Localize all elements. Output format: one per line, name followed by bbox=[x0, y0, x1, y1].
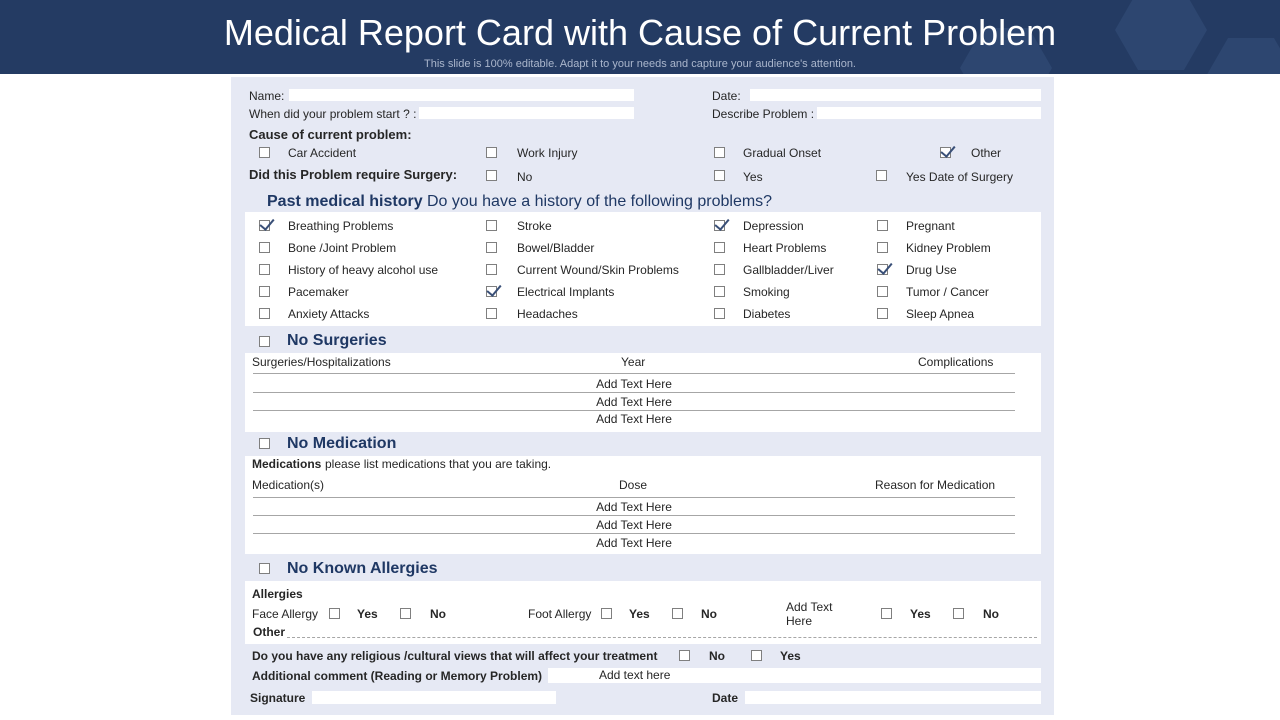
face-allergy-yes-checkbox[interactable] bbox=[329, 608, 340, 619]
foot-allergy-no-label: No bbox=[701, 607, 717, 621]
custom-allergy-no-label: No bbox=[983, 607, 999, 621]
wound-skin-label: Current Wound/Skin Problems bbox=[517, 263, 679, 277]
allergies-title: Allergies bbox=[252, 587, 303, 601]
comment-placeholder: Add text here bbox=[599, 668, 671, 682]
heart-problems-checkbox[interactable] bbox=[714, 242, 725, 253]
bowel-bladder-label: Bowel/Bladder bbox=[517, 241, 595, 255]
allergies-box bbox=[245, 581, 1041, 644]
no-allergies-heading: No Known Allergies bbox=[287, 560, 438, 577]
medication-intro-text: please list medications that you are taking. bbox=[325, 457, 552, 471]
surgeries-col-name: Surgeries/Hospitalizations bbox=[252, 355, 391, 369]
date-label: Date: bbox=[712, 89, 741, 103]
bowel-bladder-checkbox[interactable] bbox=[486, 242, 497, 253]
work-injury-checkbox[interactable] bbox=[486, 147, 497, 158]
medication-row[interactable]: Add Text Here bbox=[596, 518, 672, 532]
anxiety-attacks-checkbox[interactable] bbox=[259, 308, 270, 319]
signature-date-field[interactable] bbox=[745, 691, 1041, 704]
name-label: Name: bbox=[249, 89, 285, 103]
custom-allergy-yes-checkbox[interactable] bbox=[881, 608, 892, 619]
surgeries-col-complications: Complications bbox=[918, 355, 994, 369]
religious-yes-label: Yes bbox=[780, 649, 801, 663]
table-divider bbox=[253, 515, 1015, 516]
slide-header bbox=[0, 0, 1280, 74]
foot-allergy-no-checkbox[interactable] bbox=[672, 608, 683, 619]
other-allergy-label: Other bbox=[253, 625, 286, 639]
foot-allergy-yes-label: Yes bbox=[629, 607, 650, 621]
no-allergies-checkbox[interactable] bbox=[259, 563, 270, 574]
table-divider bbox=[253, 410, 1015, 411]
surgery-yes-label: Yes bbox=[743, 170, 763, 184]
surgeries-col-year: Year bbox=[621, 355, 646, 369]
custom-allergy-yes-label: Yes bbox=[910, 607, 931, 621]
religious-yes-checkbox[interactable] bbox=[751, 650, 762, 661]
no-medication-checkbox[interactable] bbox=[259, 438, 270, 449]
diabetes-checkbox[interactable] bbox=[714, 308, 725, 319]
breathing-problems-checkbox[interactable] bbox=[259, 220, 270, 231]
page-subtitle: This slide is 100% editable. Adapt it to your needs and capture your audience's attention. bbox=[424, 58, 856, 70]
electrical-implants-label: Electrical Implants bbox=[517, 285, 615, 299]
headaches-label: Headaches bbox=[517, 307, 578, 321]
pacemaker-checkbox[interactable] bbox=[259, 286, 270, 297]
breathing-problems-label: Breathing Problems bbox=[288, 219, 394, 233]
surgeries-row[interactable]: Add Text Here bbox=[596, 395, 672, 409]
face-allergy-label: Face Allergy bbox=[252, 607, 319, 621]
name-field[interactable] bbox=[289, 89, 634, 101]
medication-col-name: Medication(s) bbox=[252, 478, 325, 492]
other-checkbox[interactable] bbox=[940, 147, 951, 158]
sleep-apnea-label: Sleep Apnea bbox=[906, 307, 975, 321]
gallbladder-liver-label: Gallbladder/Liver bbox=[743, 263, 834, 277]
car-accident-label: Car Accident bbox=[288, 146, 357, 160]
past-history-heading: Past medical history bbox=[267, 193, 423, 210]
tumor-cancer-label: Tumor / Cancer bbox=[906, 285, 989, 299]
headaches-checkbox[interactable] bbox=[486, 308, 497, 319]
describe-problem-label: Describe Problem : bbox=[712, 107, 815, 121]
car-accident-checkbox[interactable] bbox=[259, 147, 270, 158]
bone-joint-checkbox[interactable] bbox=[259, 242, 270, 253]
signature-date-label: Date bbox=[712, 691, 739, 705]
religious-no-checkbox[interactable] bbox=[679, 650, 690, 661]
tumor-cancer-checkbox[interactable] bbox=[877, 286, 888, 297]
wound-skin-checkbox[interactable] bbox=[486, 264, 497, 275]
smoking-checkbox[interactable] bbox=[714, 286, 725, 297]
page-title: Medical Report Card with Cause of Current Problem bbox=[223, 12, 1057, 53]
depression-label: Depression bbox=[743, 219, 804, 233]
surgery-no-checkbox[interactable] bbox=[486, 170, 497, 181]
table-divider bbox=[253, 497, 1015, 498]
other-label: Other bbox=[971, 146, 1002, 160]
medication-col-dose: Dose bbox=[619, 478, 648, 492]
surgeries-row[interactable]: Add Text Here bbox=[596, 377, 672, 391]
history-box bbox=[245, 212, 1041, 326]
surgery-date-label: Yes Date of Surgery bbox=[906, 170, 1013, 184]
anxiety-attacks-label: Anxiety Attacks bbox=[288, 307, 370, 321]
religious-question: Do you have any religious /cultural views that will affect your treatment bbox=[252, 649, 658, 663]
face-allergy-no-label: No bbox=[430, 607, 446, 621]
surgeries-table bbox=[245, 353, 1041, 432]
medication-row[interactable]: Add Text Here bbox=[596, 500, 672, 514]
face-allergy-no-checkbox[interactable] bbox=[400, 608, 411, 619]
alcohol-use-checkbox[interactable] bbox=[259, 264, 270, 275]
drug-use-label: Drug Use bbox=[906, 263, 957, 277]
signature-field[interactable] bbox=[312, 691, 556, 704]
problem-start-label: When did your problem start ? : bbox=[249, 107, 417, 121]
surgery-required-question: Did this Problem require Surgery: bbox=[249, 167, 458, 182]
other-allergy-field[interactable] bbox=[287, 637, 1037, 638]
medication-row[interactable]: Add Text Here bbox=[596, 536, 672, 550]
date-field[interactable] bbox=[750, 89, 1041, 101]
comment-label: Additional comment (Reading or Memory Problem) bbox=[252, 669, 543, 683]
diabetes-label: Diabetes bbox=[743, 307, 791, 321]
comment-field[interactable] bbox=[548, 668, 1041, 683]
sleep-apnea-checkbox[interactable] bbox=[877, 308, 888, 319]
surgery-date-checkbox[interactable] bbox=[876, 170, 887, 181]
face-allergy-yes-label: Yes bbox=[357, 607, 378, 621]
no-medication-heading: No Medication bbox=[287, 435, 397, 452]
foot-allergy-yes-checkbox[interactable] bbox=[601, 608, 612, 619]
electrical-implants-checkbox[interactable] bbox=[486, 286, 497, 297]
table-divider bbox=[253, 373, 1015, 374]
gallbladder-liver-checkbox[interactable] bbox=[714, 264, 725, 275]
foot-allergy-label: Foot Allergy bbox=[528, 607, 592, 621]
gradual-onset-checkbox[interactable] bbox=[714, 147, 725, 158]
cause-heading: Cause of current problem: bbox=[249, 127, 412, 142]
stroke-checkbox[interactable] bbox=[486, 220, 497, 231]
no-surgeries-checkbox[interactable] bbox=[259, 336, 270, 347]
custom-allergy-label: Add Text Here bbox=[786, 600, 833, 628]
surgeries-row[interactable]: Add Text Here bbox=[596, 412, 672, 426]
signature-label: Signature bbox=[250, 691, 306, 705]
problem-start-field[interactable] bbox=[419, 107, 634, 119]
smoking-label: Smoking bbox=[743, 285, 790, 299]
kidney-problem-checkbox[interactable] bbox=[877, 242, 888, 253]
medication-table bbox=[245, 456, 1041, 554]
custom-allergy-no-checkbox[interactable] bbox=[953, 608, 964, 619]
alcohol-use-label: History of heavy alcohol use bbox=[288, 263, 439, 277]
surgery-yes-checkbox[interactable] bbox=[714, 170, 725, 181]
pacemaker-label: Pacemaker bbox=[288, 285, 349, 299]
bone-joint-label: Bone /Joint Problem bbox=[288, 241, 397, 255]
heart-problems-label: Heart Problems bbox=[743, 241, 827, 255]
no-surgeries-heading: No Surgeries bbox=[287, 332, 387, 349]
religious-no-label: No bbox=[709, 649, 725, 663]
pregnant-label: Pregnant bbox=[906, 219, 955, 233]
describe-problem-field[interactable] bbox=[817, 107, 1041, 119]
gradual-onset-label: Gradual Onset bbox=[743, 146, 822, 160]
medical-form bbox=[231, 77, 1054, 715]
table-divider bbox=[253, 533, 1015, 534]
work-injury-label: Work Injury bbox=[517, 146, 578, 160]
surgery-no-label: No bbox=[517, 170, 533, 184]
past-history-question: Do you have a history of the following problems? bbox=[427, 193, 773, 210]
drug-use-checkbox[interactable] bbox=[877, 264, 888, 275]
medication-col-reason: Reason for Medication bbox=[875, 478, 996, 492]
depression-checkbox[interactable] bbox=[714, 220, 725, 231]
pregnant-checkbox[interactable] bbox=[877, 220, 888, 231]
medication-intro-bold: Medications bbox=[252, 457, 322, 471]
stroke-label: Stroke bbox=[517, 219, 552, 233]
table-divider bbox=[253, 392, 1015, 393]
kidney-problem-label: Kidney Problem bbox=[906, 241, 991, 255]
